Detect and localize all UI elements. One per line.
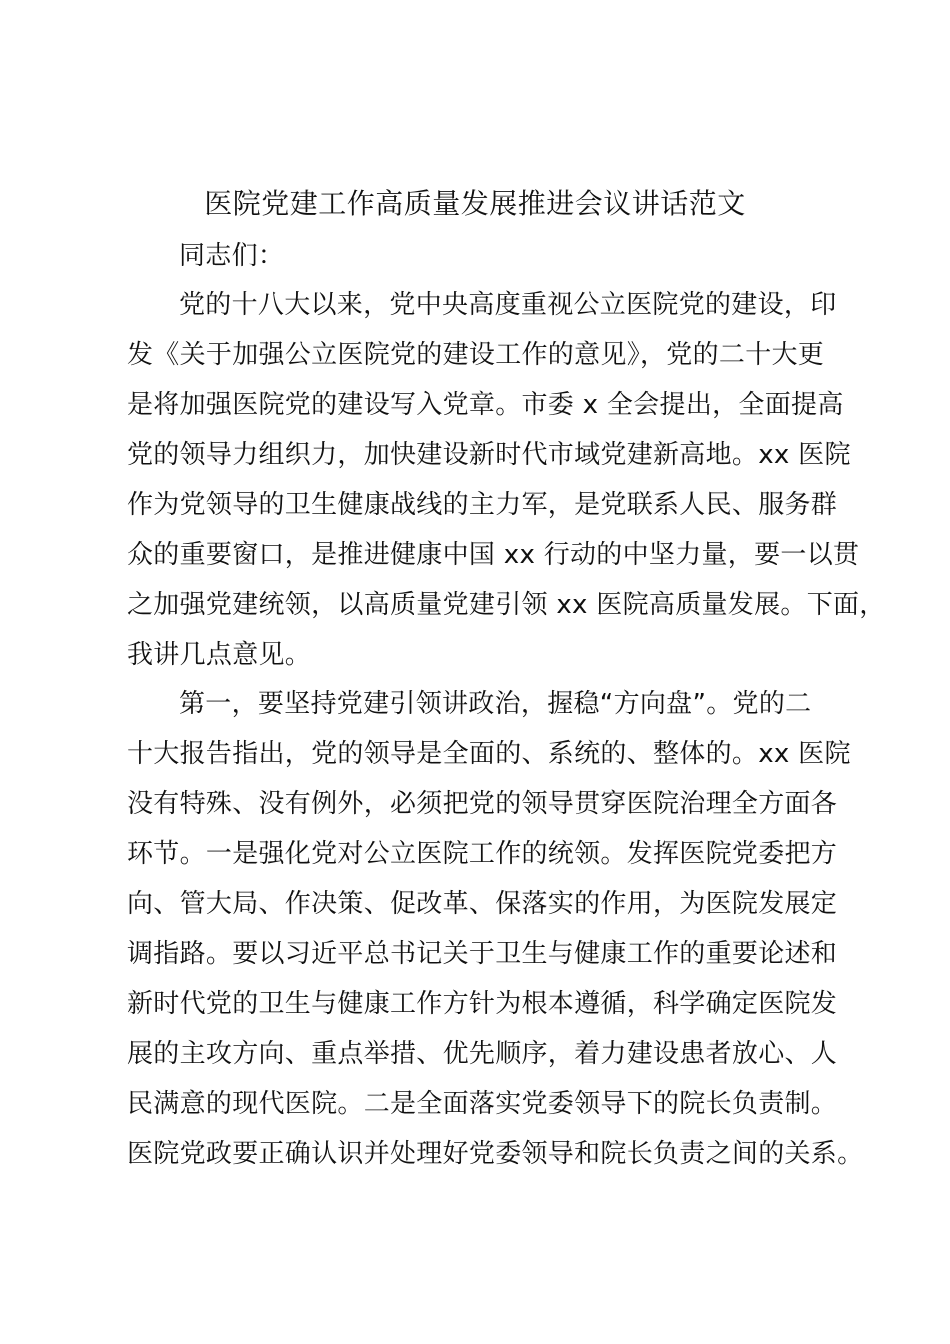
paragraph-line: 发《关于加强公立医院党的建设工作的意见》，党的二十大更 (127, 340, 825, 370)
paragraph-line: 之加强党建统领，以高质量党建引领 xx 医院高质量发展。下面， (127, 590, 886, 620)
document-title: 医院党建工作高质量发展推进会议讲话范文 (204, 187, 746, 220)
paragraph-line: 党的十八大以来，党中央高度重视公立医院党的建设，印 (179, 290, 837, 320)
paragraph-line: 向、管大局、作决策、促改革、保落实的作用，为医院发展定 (127, 889, 838, 919)
paragraph-line: 作为党领导的卫生健康战线的主力军，是党联系人民、服务群 (127, 490, 838, 520)
paragraph-line: 党的领导力组织力，加快建设新时代市域党建新高地。xx 医院 (127, 440, 851, 470)
paragraph-line: 调指路。要以习近平总书记关于卫生与健康工作的重要论述和 (127, 939, 838, 969)
paragraph-line: 环节。一是强化党对公立医院工作的统领。发挥医院党委把方 (127, 839, 838, 869)
paragraph-line: 展的主攻方向、重点举措、优先顺序，着力建设患者放心、人 (127, 1039, 838, 1069)
salutation: 同志们： (179, 241, 285, 271)
paragraph-line: 我讲几点意见。 (127, 640, 312, 670)
paragraph-line: 第一，要坚持党建引领讲政治，握稳“方向盘”。党的二 (179, 689, 812, 719)
paragraph-line: 民满意的现代医院。二是全面落实党委领导下的院长负责制。 (127, 1089, 838, 1119)
paragraph-line: 是将加强医院党的建设写入党章。市委 x 全会提出，全面提高 (127, 390, 844, 420)
paragraph-line: 新时代党的卫生与健康工作方针为根本遵循，科学确定医院发 (127, 989, 838, 1019)
paragraph-line: 十大报告指出，党的领导是全面的、系统的、整体的。xx 医院 (127, 739, 851, 769)
paragraph-line: 没有特殊、没有例外，必须把党的领导贯穿医院治理全方面各 (127, 789, 838, 819)
paragraph-line: 众的重要窗口，是推进健康中国 xx 行动的中坚力量，要一以贯 (127, 540, 860, 570)
paragraph-line: 医院党政要正确认识并处理好党委领导和院长负责之间的关系。 (127, 1139, 864, 1169)
